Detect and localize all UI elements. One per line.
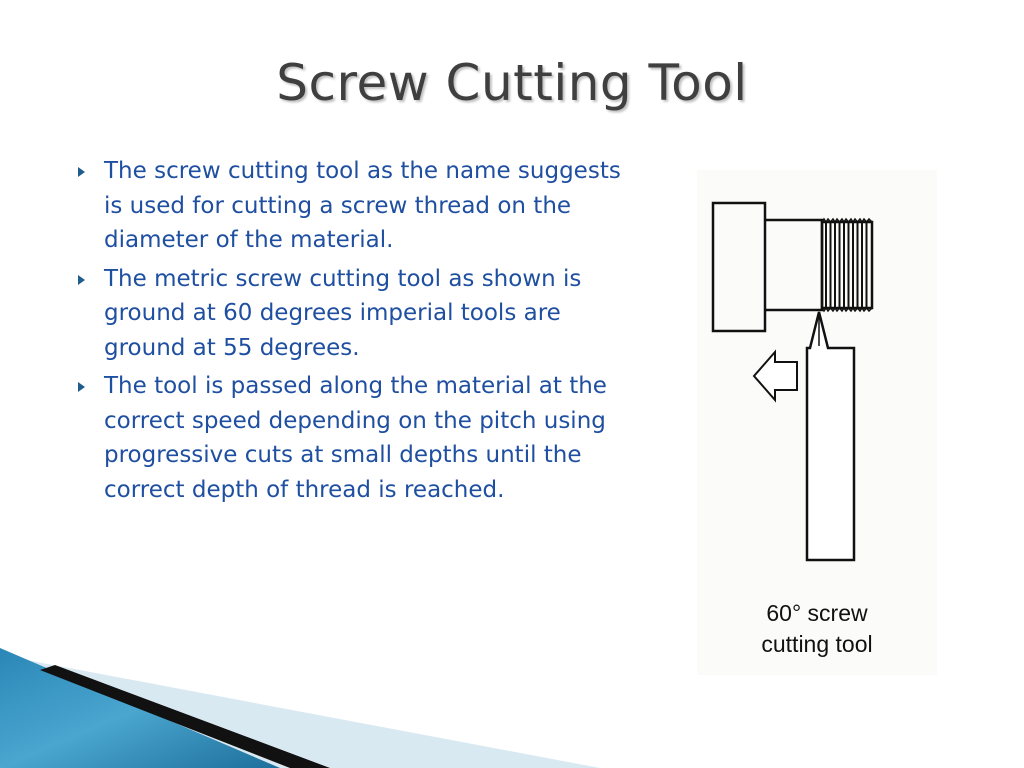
slide-title: Screw Cutting Tool	[276, 54, 748, 112]
bullet-text: The metric screw cutting tool as shown is ground at 60 degrees imperial tools are ground at 55 degrees.	[104, 265, 582, 361]
caption-line: cutting tool	[761, 631, 873, 657]
bullet-text: The tool is passed along the material at the correct speed depending on the pitch using progressive cuts at small depths until the correct depth of thread is reached.	[104, 373, 607, 503]
caption-line: 60° screw	[766, 600, 868, 626]
bullet-text: The screw cutting tool as the name suggests is used for cutting a screw thread on the diameter of the material.	[104, 158, 621, 253]
